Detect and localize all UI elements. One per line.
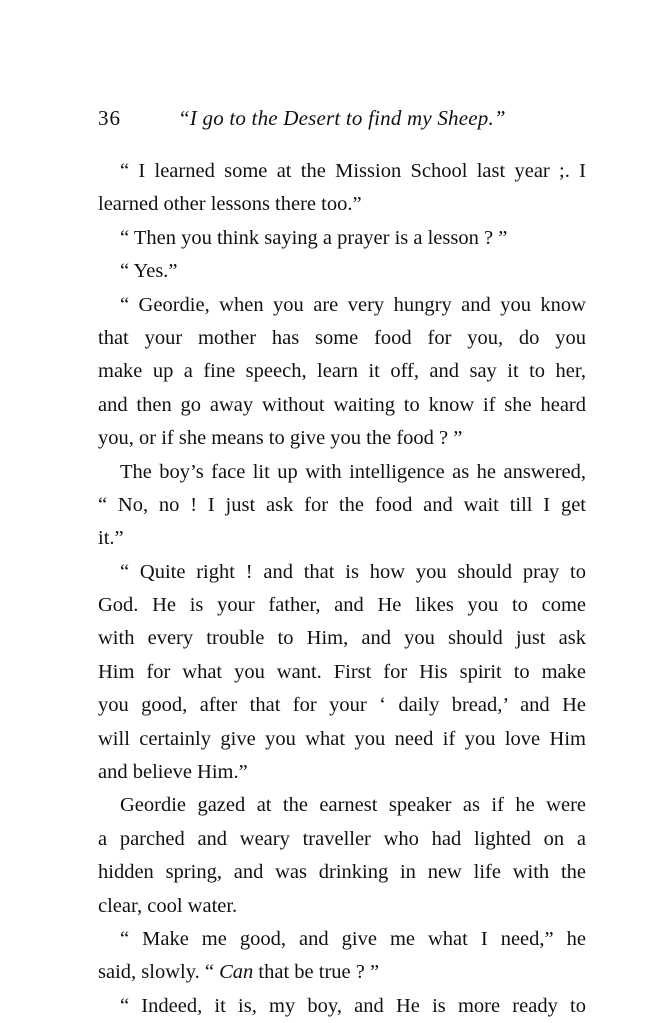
text-line: “ Then you think saying a prayer is a lesson ? ” [120, 226, 508, 249]
page-number: 36 [98, 106, 121, 130]
text-line: “ No, no ! I just ask for the food and wait till I get [98, 493, 586, 516]
text-line: and believe Him.” [98, 761, 248, 784]
text-line: “ I learned some at the Mission School last year ;. I [120, 160, 586, 182]
text-line: “ Geordie, when you are very hungry and you know [120, 293, 586, 316]
text-line: a parched and weary traveller who had lighted on a [98, 827, 586, 850]
text-line: and then go away without waiting to know if she heard [98, 393, 586, 416]
running-title: “I go to the Desert to find my Sheep.” [178, 106, 506, 130]
text-line: make up a fine speech, learn it off, and say it to her, [98, 360, 586, 383]
text-line [98, 956, 586, 989]
text-line: learned other lessons there too.” [98, 193, 362, 216]
text-line: “ Yes.” [120, 260, 178, 283]
text-line: you good, after that for your ‘ daily bread,’ and He [98, 694, 586, 717]
body-text [98, 155, 586, 1023]
text-line: hidden spring, and was drinking in new life with the [98, 861, 586, 884]
running-head [98, 100, 588, 136]
text-segment: that be true ? ” [253, 961, 380, 984]
text-line: with every trouble to Him, and you should just ask [98, 627, 586, 650]
text-segment: said, slowly. “ [98, 961, 220, 984]
text-line: “ Make me good, and give me what I need,” he [120, 927, 586, 950]
text-line: Geordie gazed at the earnest speaker as if he were [120, 794, 586, 817]
text-line: “ Indeed, it is, my boy, and He is more ready to [120, 994, 586, 1017]
text-line: it.” [98, 527, 124, 550]
text-line: The boy’s face lit up with intelligence as he answered, [120, 460, 586, 483]
text-line: God. He is your father, and He likes you to come [98, 594, 586, 617]
text-line: clear, cool water. [98, 894, 238, 917]
text-line: Him for what you want. First for His spirit to make [98, 660, 586, 683]
text-line: “ Quite right ! and that is how you should pray to [120, 560, 586, 583]
text-line: that your mother has some food for you, do you [98, 326, 586, 349]
text-line: you, or if she means to give you the food ? ” [98, 427, 463, 450]
emphasized-word: Can [219, 961, 254, 984]
text-line: will certainly give you what you need if you love Him [98, 727, 586, 750]
